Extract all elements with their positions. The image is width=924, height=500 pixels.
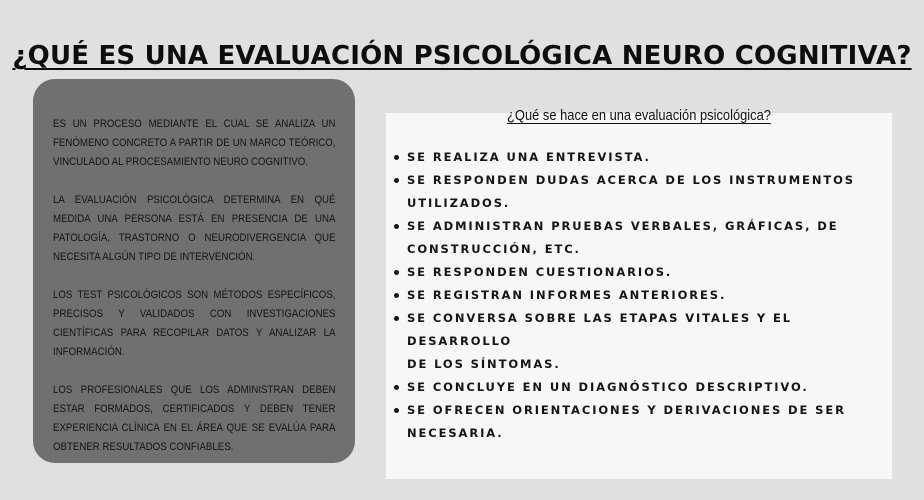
list-item-text: SE RESPONDEN DUDAS ACERCA DE LOS INSTRUMENTOS UTILIZADOS. xyxy=(407,173,855,210)
list-item-text: SE ADMINISTRAN PRUEBAS VERBALES, GRÁFICAS, DE CONSTRUCCIÓN, ETC. xyxy=(407,219,839,256)
definition-paragraph-2: LA EVALUACIÓN PSICOLÓGICA DETERMINA EN QUÉ MEDIDA UNA PERSONA ESTÁ EN PRESENCIA DE UNA PATOLOGÍA, TRASTORNO O NEURODIVERGENCIA QUE NECESITA ALGÚN TIPO DE INTERVENCIÓN. xyxy=(53,194,336,263)
bullet-icon xyxy=(394,316,399,321)
list-item xyxy=(386,146,886,169)
bullet-icon xyxy=(394,293,399,298)
process-subtitle: ¿Qué se hace en una evaluación psicológica? xyxy=(507,107,771,124)
bullet-icon xyxy=(394,385,399,390)
bullet-icon xyxy=(394,155,399,160)
page-title: ¿QUÉ ES UNA EVALUACIÓN PSICOLÓGICA NEURO COGNITIVA? xyxy=(12,41,912,72)
bullet-icon xyxy=(394,270,399,275)
list-item xyxy=(386,215,886,261)
list-item xyxy=(386,261,886,284)
definition-paragraph-4: LOS PROFESIONALES QUE LOS ADMINISTRAN DEBEN ESTAR FORMADOS, CERTIFICADOS Y DEBEN TENER EXPERIENCIA CLÍNICA EN EL ÁREA QUE SE EVALÚA PARA OBTENER RESULTADOS CONFIABLES. xyxy=(53,384,336,453)
bullet-icon xyxy=(394,408,399,413)
list-item xyxy=(386,169,886,215)
list-item xyxy=(386,399,886,445)
definition-paragraph-3: LOS TEST PSICOLÓGICOS SON MÉTODOS ESPECÍFICOS, PRECISOS Y VALIDADOS CON INVESTIGACIONES CIENTÍFICAS PARA RECOPILAR DATOS Y ANALIZAR LA INFORMACIÓN. xyxy=(53,289,336,358)
list-item xyxy=(386,376,886,399)
process-card xyxy=(386,107,892,479)
bullet-icon xyxy=(394,178,399,183)
definition-paragraph-1: ES UN PROCESO MEDIANTE EL CUAL SE ANALIZA UN FENÓMENO CONCRETO A PARTIR DE UN MARCO TEÓRICO, VINCULADO AL PROCESAMIENTO NEURO COGNITIVO. xyxy=(53,118,336,168)
list-item-text: SE CONCLUYE EN UN DIAGNÓSTICO DESCRIPTIVO. xyxy=(407,380,809,394)
list-item xyxy=(386,307,886,376)
list-item-text: SE CONVERSA SOBRE LAS ETAPAS VITALES Y EL DESARROLLO DE LOS SÍNTOMAS. xyxy=(407,311,793,371)
list-item-text: SE OFRECEN ORIENTACIONES Y DERIVACIONES DE SER NECESARIA. xyxy=(407,403,846,440)
bullet-icon xyxy=(394,224,399,229)
list-item-text: SE REALIZA UNA ENTREVISTA. xyxy=(407,150,651,164)
list-item-text: SE RESPONDEN CUESTIONARIOS. xyxy=(407,265,673,279)
list-item-text: SE REGISTRAN INFORMES ANTERIORES. xyxy=(407,288,727,302)
definition-card xyxy=(33,79,355,463)
list-item xyxy=(386,284,886,307)
process-list xyxy=(386,146,886,445)
